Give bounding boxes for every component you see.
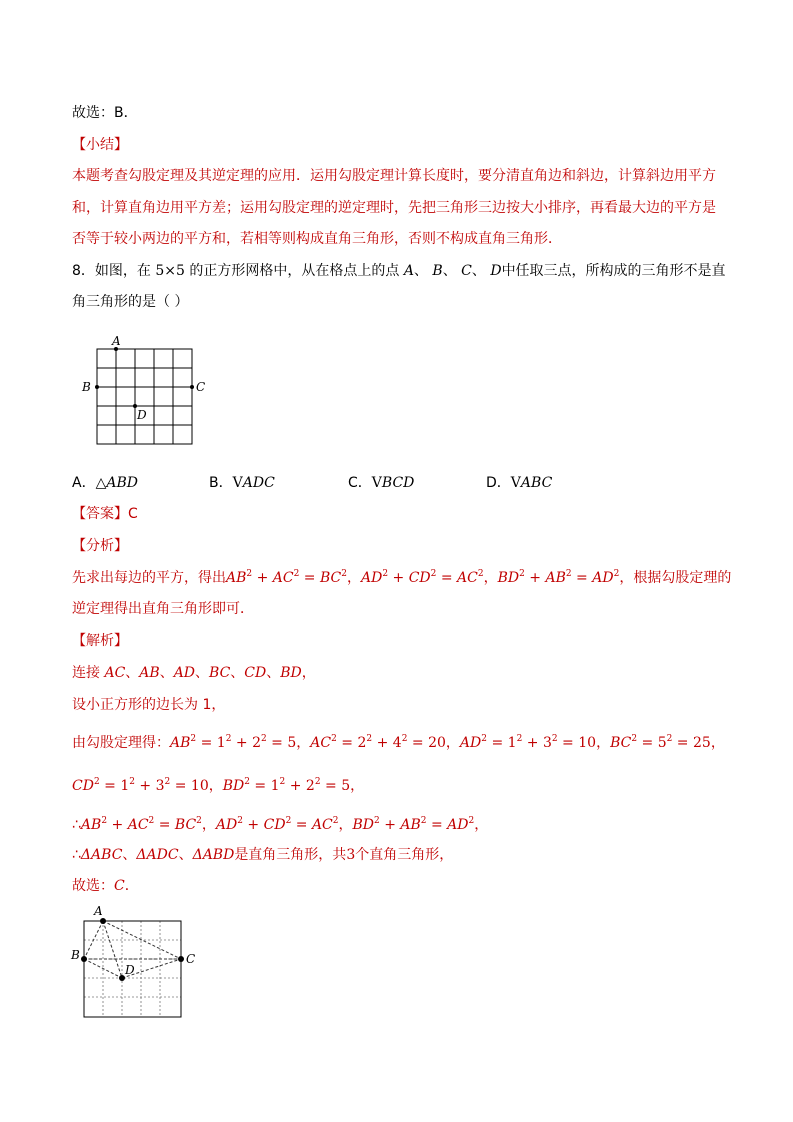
solution-final-line: 故选：C． <box>72 878 139 894</box>
label-b: B <box>71 948 80 962</box>
solution-therefore-line: $\therefore AB^2 + AC^2 = BC^2$，$AD^2 + CD^2 = AC^2$，$BD^2 + AB^2 = AD^2$， <box>72 816 489 833</box>
label-a: A <box>94 904 103 918</box>
solution-pyth-line-2: $CD^2 = 1^2 + 3^2 = 10$，$BD^2 = 1^2 + 2^2 = 5$， <box>72 777 365 794</box>
label-b: B <box>82 380 91 394</box>
label-d: D <box>137 408 147 422</box>
analysis-label: 【分析】 <box>72 538 128 554</box>
solution-conclusion-line: ∴ΔABC、ΔADC、ΔABD是直角三角形，共3个直角三角形， <box>72 847 454 863</box>
figure-grid-2 <box>70 905 200 1020</box>
point-c <box>178 956 184 962</box>
solution-label: 【解析】 <box>72 633 128 649</box>
label-d: D <box>125 963 135 977</box>
question-line-1: 8．如图，在 5×5 的正方形网格中，从在格点上的点 A、 B、 C、 D中任取三点，所构成的三角形不是直 <box>72 263 726 279</box>
solution-side-line: 设小正方形的边长为 1， <box>72 697 226 713</box>
prev-answer-line: 故选：B． <box>72 105 138 121</box>
summary-label: 【小结】 <box>72 137 128 153</box>
label-c: C <box>186 952 196 966</box>
question-line-2: 角三角形的是（ ） <box>72 294 189 310</box>
figure-grid-1 <box>80 334 210 446</box>
point-b <box>81 956 87 962</box>
solution-pyth-line: 由勾股定理得：$AB^2 = 1^2 + 2^2 = 5$，$AC^2 = 2^2 + 4^2 = 20$，$AD^2 = 1^2 + 3^2 = 10$，$BC^2 = 5^2 = 25$， <box>72 734 725 751</box>
summary-line-2: 和，计算直角边用平方差；运用勾股定理的逆定理时，先把三角形三边按大小排序，再看最大边的平方是 <box>72 200 716 216</box>
point-a <box>100 918 106 924</box>
analysis-line-2: 逆定理得出直角三角形即可． <box>72 601 254 617</box>
point-b <box>95 385 99 389</box>
option-c: C．VBCD <box>348 475 415 491</box>
summary-line-1: 本题考查勾股定理及其逆定理的应用．运用勾股定理计算长度时，要分清直角边和斜边，计算斜边用平方 <box>72 168 716 184</box>
analysis-line-1: 先求出每边的平方，得出$AB^2 + AC^2 = BC^2$，$AD^2 + CD^2 = AC^2$，$BD^2 + AB^2 = AD^2$，根据勾股定理的 <box>72 569 732 586</box>
solution-connect-line: 连接 AC、AB、AD、BC、CD、BD， <box>72 665 316 681</box>
option-b: B．VADC <box>209 475 275 491</box>
point-c <box>190 385 194 389</box>
summary-line-3: 否等于较小两边的平方和，若相等则构成直角三角形，否则不构成直角三角形． <box>72 231 562 247</box>
option-a: A．△ABD <box>72 475 138 491</box>
label-c: C <box>196 380 206 394</box>
label-a: A <box>112 334 121 348</box>
option-d: D．VABC <box>486 475 553 491</box>
answer-line: 【答案】C <box>72 506 138 522</box>
